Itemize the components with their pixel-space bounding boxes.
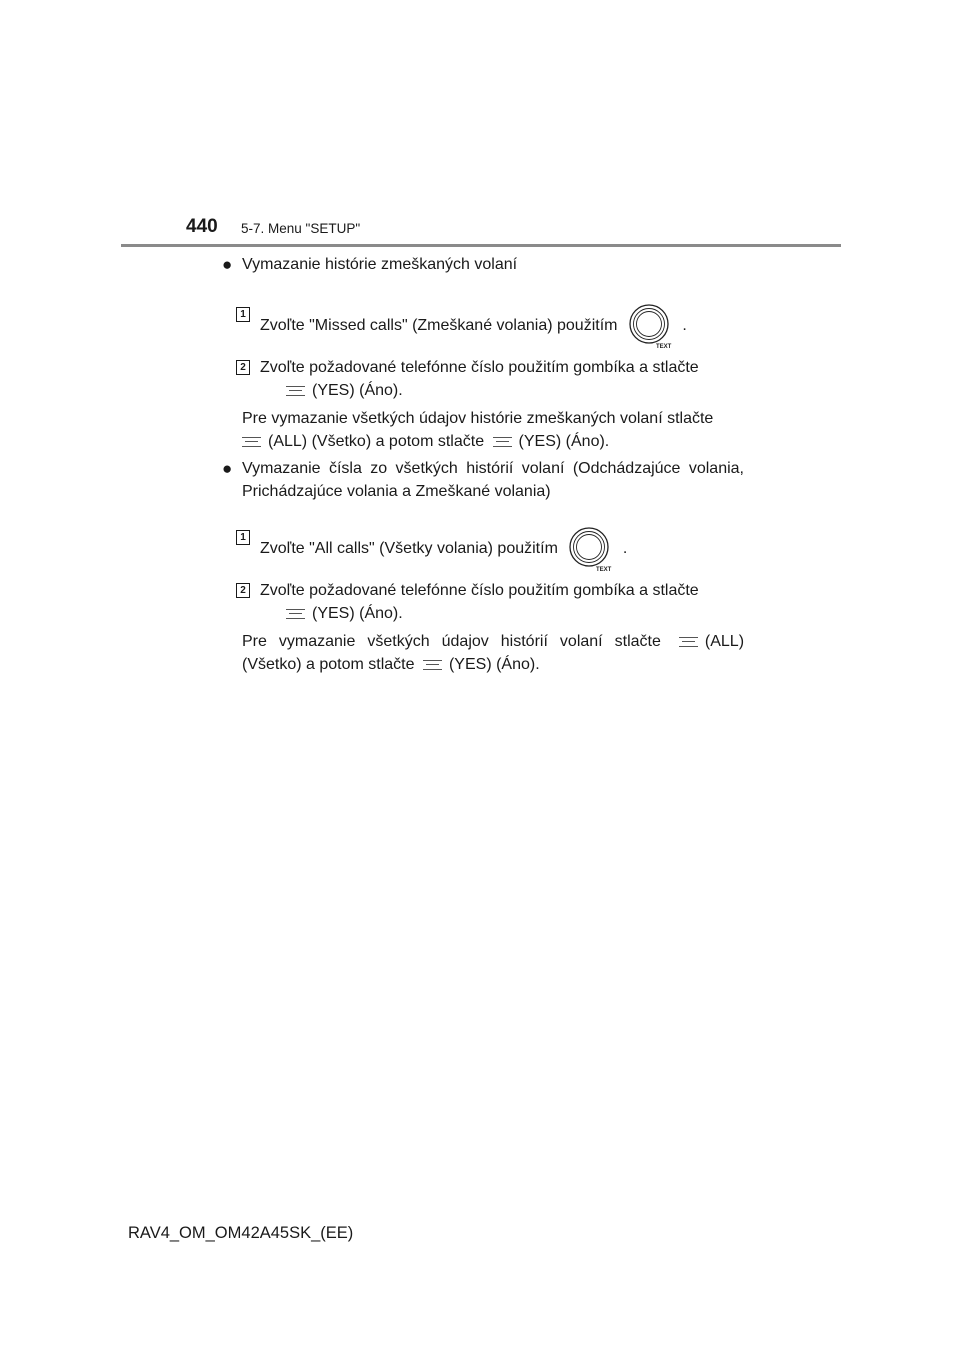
step-text: Zvoľte požadované telefónne číslo použitím gombíka a stlačte: [260, 582, 699, 599]
step-continuation: (YES) (Áno).: [312, 382, 403, 399]
step-item: [222, 303, 744, 349]
step-number: 2: [236, 583, 250, 598]
step-text: Zvoľte "Missed calls" (Zmeškané volania) použitím: [260, 317, 618, 335]
step-item: [222, 356, 744, 402]
section-title: 5-7. Menu "SETUP": [241, 221, 361, 236]
knob-label: TEXT: [655, 344, 672, 349]
header-divider: [121, 244, 841, 247]
note-paragraph: [222, 407, 744, 453]
note-text: Pre vymazanie všetkých údajov histórie zmeškaných volaní stlačte: [242, 410, 714, 427]
bullet-title: Vymazanie histórie zmeškaných volaní: [242, 256, 518, 273]
note-paragraph: [222, 630, 744, 676]
page-number: 440: [186, 216, 218, 237]
step-number: 1: [236, 530, 250, 545]
bullet-item-missed-calls: [222, 253, 744, 276]
screen-button-icon: [286, 609, 305, 619]
screen-button-icon: [242, 437, 261, 447]
note-text: (ALL) (Všetko) a potom stlačte: [268, 433, 485, 450]
bullet-icon: ●: [222, 255, 233, 274]
step-number: 2: [236, 360, 250, 375]
screen-button-icon: [423, 660, 442, 670]
step-end: .: [622, 540, 628, 558]
bullet-item-all-calls: [222, 457, 744, 503]
bullet-icon: ●: [222, 459, 233, 478]
page-content: [222, 253, 744, 676]
step-text: Zvoľte požadované telefónne číslo použitím gombíka a stlačte: [260, 359, 699, 376]
note-text: (YES) (Áno).: [448, 656, 540, 673]
step-item: [222, 526, 744, 572]
step-item: [222, 579, 744, 625]
screen-button-icon: [493, 437, 512, 447]
knob-label: TEXT: [596, 567, 612, 572]
note-text: (YES) (Áno).: [518, 433, 610, 450]
step-text: Zvoľte "All calls" (Všetky volania) použitím: [260, 540, 558, 558]
step-number: 1: [236, 307, 250, 322]
bullet-title: Vymazanie čísla zo všetkých histórií volaní (Odchádzajúce volania, Prichádzajúce volania a Zmeškané volania): [242, 460, 744, 500]
tune-scroll-knob-icon: [568, 526, 612, 572]
tune-scroll-knob-icon: [628, 303, 672, 349]
note-text: (ALL) (Všetko) a potom stlačte: [242, 633, 745, 673]
screen-button-icon: [679, 637, 698, 647]
note-text: Pre vymazanie všetkých údajov histórií volaní stlačte: [242, 633, 661, 650]
document-footer-code: RAV4_OM_OM42A45SK_(EE): [128, 1224, 354, 1242]
screen-button-icon: [286, 386, 305, 396]
step-continuation: (YES) (Áno).: [312, 605, 403, 622]
step-end: .: [682, 317, 687, 335]
